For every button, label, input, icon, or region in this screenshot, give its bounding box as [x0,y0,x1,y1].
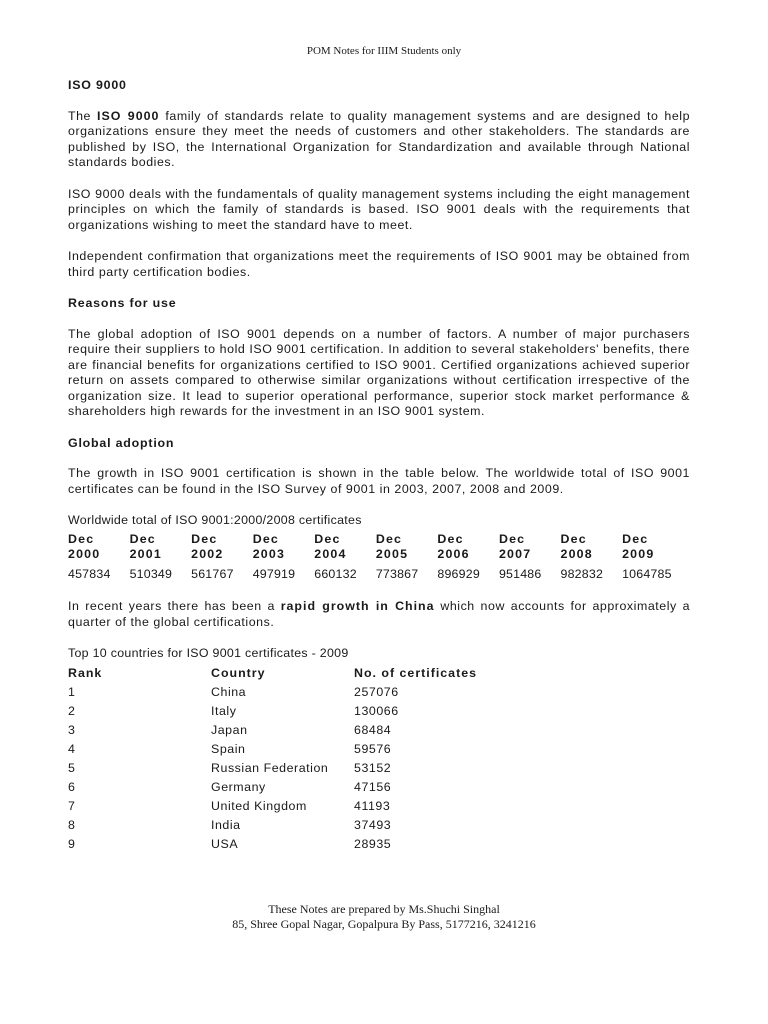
worldwide-table-caption: Worldwide total of ISO 9001:2000/2008 certificates [68,513,362,527]
table-cell: 1064785 [622,566,672,581]
country-cell: United Kingdom [211,799,307,814]
month-label: Dec [129,531,156,546]
year-label: 2001 [129,547,162,561]
country-cell: China [211,685,247,700]
paragraph-iso9000-intro [68,109,690,171]
bold-term: rapid growth in China [280,599,435,613]
year-label: 2000 [68,547,101,561]
rank-cell: 4 [68,742,76,757]
month-label: Dec [437,531,464,546]
year-header [191,532,253,563]
table-row [68,722,508,741]
month-label: Dec [252,531,280,546]
table-cell: 457834 [68,566,111,581]
top10-countries-table [68,665,508,855]
table-row [68,817,508,836]
year-header [130,532,192,563]
rank-cell: 8 [68,818,76,833]
footer-address-line: 85, Shree Gopal Nagar, Gopalpura By Pass, 5177216, 3241216 [232,917,536,931]
column-header-certificates: No. of certificates [354,666,477,681]
year-header [253,532,315,563]
text-run: In recent years there has been a [68,599,281,613]
certificates-cell: 41193 [354,799,391,814]
top10-table-caption: Top 10 countries for ISO 9001 certificates - 2009 [68,646,349,660]
certificates-cell: 47156 [354,780,392,795]
certificates-cell: 37493 [354,818,392,833]
footer-author-line: These Notes are prepared by Ms.Shuchi Singhal [268,902,500,916]
paragraph-iso9000-certification: Independent confirmation that organizations meet the requirements of ISO 9001 may be obtained from third party certification bodies. [68,249,690,279]
rank-cell: 6 [68,780,76,795]
page-footer [0,902,768,932]
country-cell: Italy [211,704,237,719]
table-cell: 510349 [129,566,173,581]
country-cell: USA [211,837,239,852]
text-run: which now accounts for approximately a quarter of the global certifications. [68,599,691,629]
rank-cell: 5 [68,761,76,776]
year-header [437,532,499,563]
certificates-cell: 53152 [354,761,392,776]
year-header [68,532,130,563]
year-label: 2007 [498,547,532,561]
paragraph-iso9000-fundamentals: ISO 9000 deals with the fundamentals of quality management systems including the eight management principles on which the family of standards is based. ISO 9001 deals with the requirements that organizations wishing to meet the standard have to meet. [68,186,690,232]
certificates-cell: 28935 [354,837,392,852]
table-row [68,798,508,817]
table-cell: 561767 [191,566,234,581]
year-header [499,532,561,563]
paragraph-reasons: The global adoption of ISO 9001 depends on a number of factors. A number of major purchasers require their suppliers to hold ISO 9001 certification. In addition to several stakeholders' benefits, there are financial benefits for organizations certified to ISO 9001. Certified organizations achieved superior return on assets compared to otherwise similar organizations without certification irrespective of the organization size. It lead to superior operational performance, superior stock market performance & shareholders high rewards for the investment in an ISO 9001 system. [68,326,690,418]
table-cell: 951486 [498,566,542,581]
paragraph-china-growth [68,599,690,630]
text-run: family of standards relate to quality management systems and are designed to help organizations ensure they meet the needs of customers and other stakeholders. The standards are published by ISO, the International Organization for Standardization and available through National standards bodies. [68,108,691,169]
country-cell: Japan [211,723,248,738]
worldwide-certificates-table [68,532,694,583]
table-values-row [68,563,694,583]
table-cell: 982832 [560,566,604,581]
rank-cell: 7 [68,799,76,814]
month-label: Dec [314,531,341,546]
section-heading-global-adoption: Global adoption [68,435,175,450]
section-heading-iso9000: ISO 9000 [68,78,127,92]
year-header [561,532,623,563]
page-header: POM Notes for IIIM Students only [306,45,462,57]
table-cell: 773867 [375,566,419,581]
bold-term: ISO 9000 [97,108,160,123]
document-body [68,78,690,855]
year-header [314,532,376,563]
month-label: Dec [622,531,649,546]
certificates-cell: 130066 [354,704,399,719]
table-row [68,779,508,798]
month-label: Dec [498,531,526,546]
certificates-cell: 257076 [354,685,399,700]
year-label: 2009 [622,547,655,561]
table-header-row [68,665,508,684]
month-label: Dec [191,531,218,546]
certificates-cell: 59576 [354,742,392,757]
year-header [376,532,438,563]
rank-cell: 2 [68,704,76,719]
table-row [68,741,508,760]
country-cell: Germany [211,780,266,795]
table-row [68,760,508,779]
year-header [622,532,694,563]
table-row [68,836,508,855]
rank-cell: 1 [68,685,76,700]
country-cell: India [211,818,241,833]
year-label: 2006 [437,547,470,561]
year-label: 2004 [314,547,347,561]
rank-cell: 3 [68,723,76,738]
table-header-row [68,532,694,563]
month-label: Dec [375,531,403,546]
certificates-cell: 68484 [354,723,392,738]
section-heading-reasons: Reasons for use [68,296,177,310]
country-cell: Spain [211,742,246,757]
year-label: 2008 [560,547,593,561]
column-header-rank: Rank [68,666,103,681]
year-label: 2002 [191,547,224,561]
text-run: The [68,108,98,123]
year-label: 2005 [375,547,409,561]
table-cell: 497919 [252,566,296,581]
column-header-country: Country [211,666,266,681]
year-label: 2003 [252,547,286,561]
table-cell: 660132 [314,566,357,581]
table-row [68,703,508,722]
table-cell: 896929 [437,566,480,581]
country-cell: Russian Federation [211,761,329,776]
paragraph-global-adoption: The growth in ISO 9001 certification is shown in the table below. The worldwide total of ISO 9001 certificates can be found in the ISO Survey of 9001 in 2003, 2007, 2008 and 2009. [68,466,690,496]
table-row [68,684,508,703]
rank-cell: 9 [68,837,76,852]
month-label: Dec [560,531,587,546]
month-label: Dec [68,531,95,546]
